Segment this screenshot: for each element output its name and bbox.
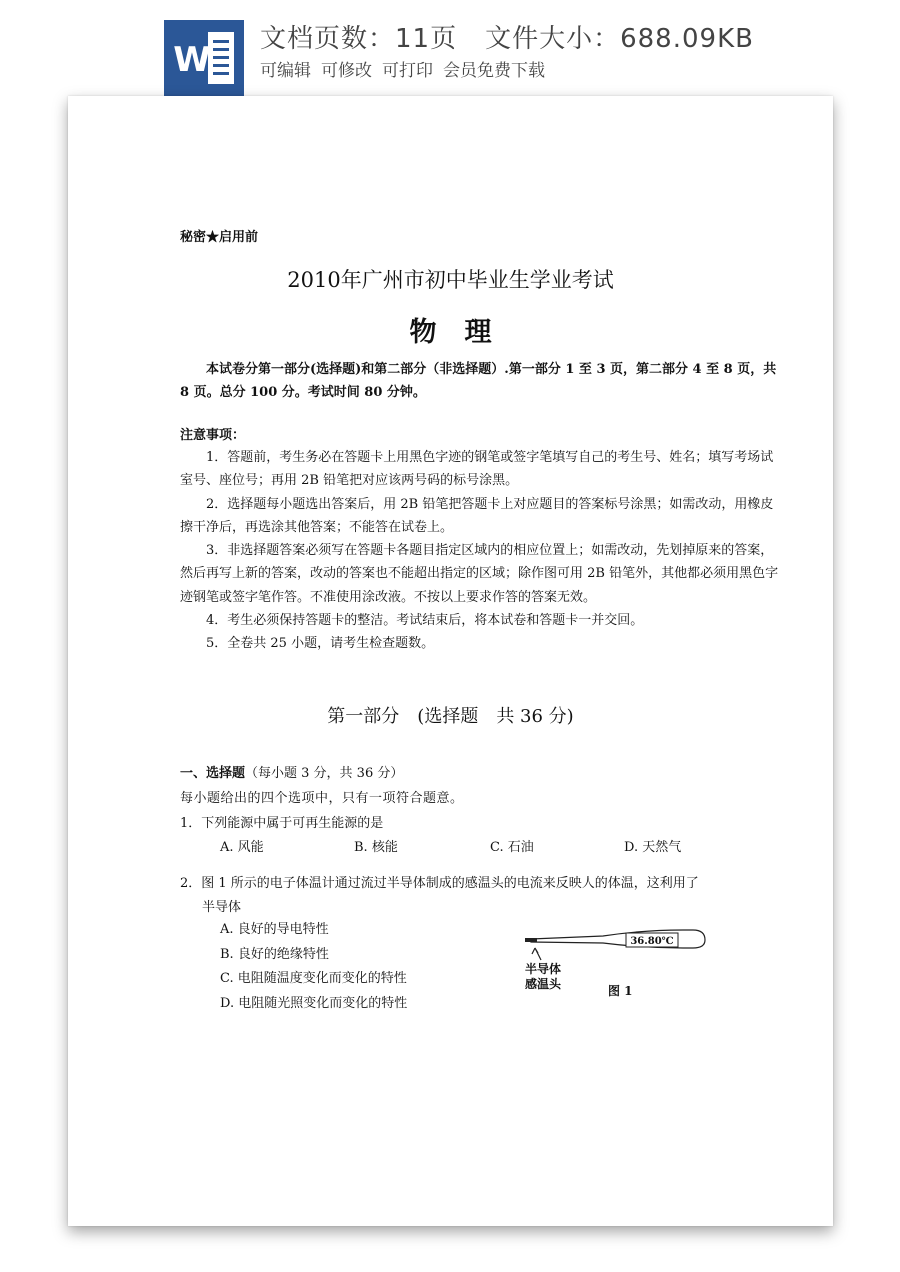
q1-option-d: D. 天然气 [624,840,682,855]
word-document-icon [164,20,244,98]
download-banner [0,0,900,100]
secret-mark: 秘密★启用前 [180,230,259,245]
feature-editable: 可编辑 [260,61,311,81]
sensor-label-line2: 感温头 [525,977,562,991]
feature-printable: 可打印 [382,61,433,81]
pointer-arrow-icon [532,948,541,960]
notice-item: 4．考生必须保持答题卡的整洁。考试结束后，将本试卷和答题卡一并交回。 [206,613,644,629]
feature-modifiable: 可修改 [321,61,372,81]
sensor-label [525,962,561,992]
notice-list [180,446,785,656]
figure-1-thermometer [523,924,713,1014]
section-title: 一、选择题 [180,766,246,781]
page-count: 文档页数：11页 [260,24,458,54]
file-size: 文件大小：688.09KB [485,24,754,54]
question-1-stem: 1．下列能源中属于可再生能源的是 [180,816,384,831]
q2-option-b: B. 良好的绝缘特性 [220,946,329,962]
section-score: （每小题 3 分，共 36 分） [245,766,404,781]
notice-item: 5．全卷共 25 小题，请考生检查题数。 [206,636,435,652]
q2-stem-line: 2．图 1 所示的电子体温计通过流过半导体制成的感温头的电流来反映人的体温，这利用了 [180,876,699,891]
notice-item: 2．选择题每小题选出答案后，用 2B 铅笔把答题卡上对应题目的答案标号涂黑；如需改动，用橡皮擦干净后，再选涂其他答案；不能答在试卷上。 [180,496,774,535]
document-page [68,96,833,1226]
q2-option-a: A. 良好的导电特性 [220,922,329,937]
word-icon-letter: W [173,40,211,80]
sensor-label-line1: 半导体 [525,962,562,976]
q1-option-a: A. 风能 [220,840,264,855]
subject-title: 物理 [409,317,520,348]
question-2-options [220,918,407,1016]
feature-list [260,56,555,81]
q1-option-b: B. 核能 [354,840,398,855]
sensor-tip-shape [525,938,537,942]
notice-item: 3．非选择题答案必须写在答题卡各题目指定区域内的相应位置上；如需改动，先划掉原来的答案，然后再写上新的答案，改动的答案也不能超出指定的区域；除作图可用 2B 铅笔外，其他都必须用黑色字迹钢笔或签字笔作答。不准使用涂改液。不按以上要求作答的答案无效。 [180,543,779,605]
section-note: 每小题给出的四个选项中，只有一项符合题意。 [180,791,464,806]
file-meta [260,18,782,55]
question-2-stem [180,872,790,920]
q2-stem-continuation: 半导体 [202,900,242,915]
q2-option-c: C. 电阻随温度变化而变化的特性 [220,971,407,986]
feature-member-download: 会员免费下载 [443,61,545,81]
notice-heading: 注意事项： [180,428,246,443]
q2-option-d: D. 电阻随光照变化而变化的特性 [220,995,408,1011]
notice-item: 1．答题前，考生务必在答题卡上用黑色字迹的钢笔或签字笔填写自己的考生号、姓名；填写考场试室号、座位号；再用 2B 铅笔把对应该两号码的标号涂黑。 [180,450,774,489]
exam-title: 2010年广州市初中毕业生学业考试 [287,268,614,292]
part-one-heading: 第一部分 (选择题 共 36 分) [327,706,574,727]
exam-intro: 本试卷分第一部分(选择题)和第二部分（非选择题）.第一部分 1 至 3 页，第二部分 4 至 8 页，共 8 页。总分 100 分。考试时间 80 分钟。 [180,362,777,400]
figure-caption: 图 1 [608,984,633,998]
thermometer-display: 36.80℃ [630,936,674,947]
q1-option-c: C. 石油 [490,840,534,855]
section-heading [180,762,403,781]
